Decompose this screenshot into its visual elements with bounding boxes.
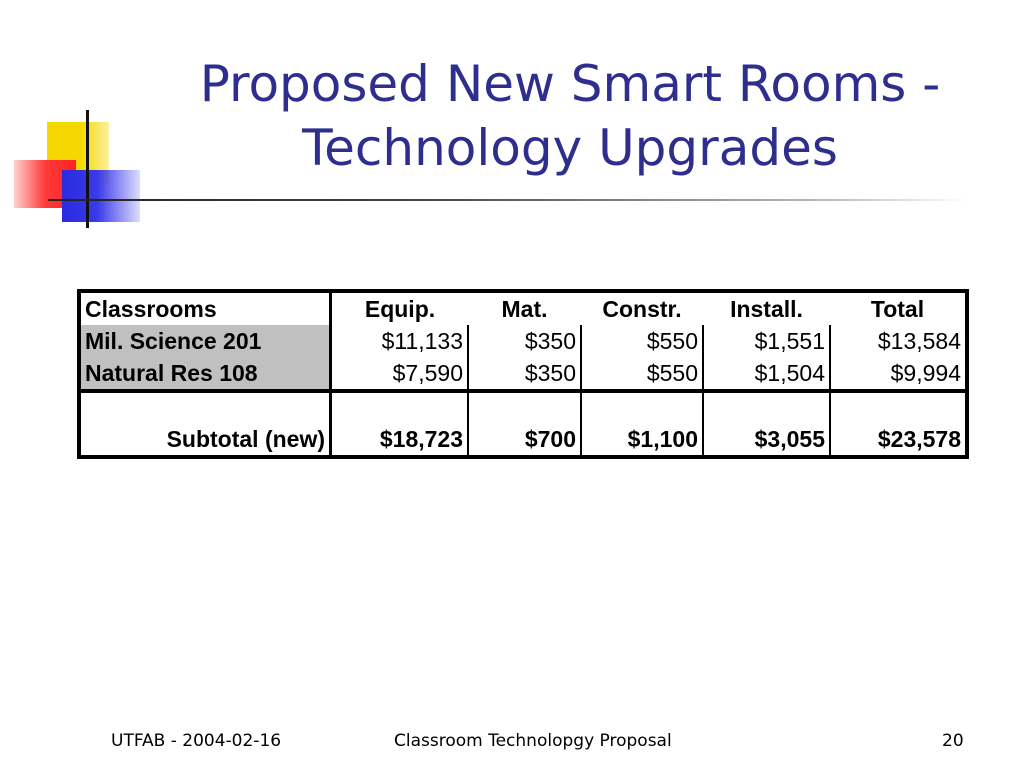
header-constr: Constr. — [602, 295, 682, 322]
row-equip-cost: $7,590 — [331, 357, 469, 391]
slide-title-line-2: Technology Upgrades — [302, 119, 838, 177]
slide-logo-graphic — [0, 0, 150, 240]
subtotal-install: $3,055 — [703, 423, 830, 457]
blue-square-decoration — [62, 170, 140, 222]
row-total-cost: $13,584 — [830, 325, 967, 357]
subtotal-row — [79, 423, 967, 457]
header-classrooms: Classrooms — [79, 291, 331, 325]
header-equip: Equip. — [364, 295, 436, 322]
spacer-cell — [830, 391, 967, 423]
subtotal-equip: $18,723 — [331, 423, 469, 457]
spacer-cell — [703, 391, 830, 423]
footer-date: UTFAB - 2004-02-16 — [111, 731, 282, 751]
table-spacer-row — [79, 391, 967, 423]
header-mat: Mat. — [501, 295, 548, 322]
row-install-cost: $1,504 — [703, 357, 830, 391]
row-install-cost: $1,551 — [703, 325, 830, 357]
spacer-cell — [79, 391, 331, 423]
row-equip-cost: $11,133 — [331, 325, 469, 357]
subtotal-mat: $700 — [468, 423, 581, 457]
table-header-row — [79, 291, 967, 325]
spacer-cell — [331, 391, 469, 423]
row-total-cost: $9,994 — [830, 357, 967, 391]
footer-title: Classroom Technolopgy Proposal — [394, 731, 672, 751]
header-install: Install. — [730, 295, 803, 322]
table-row — [79, 357, 967, 391]
row-constr-cost: $550 — [581, 325, 703, 357]
footer-page-number: 20 — [942, 731, 964, 751]
cost-table — [77, 289, 969, 459]
row-constr-cost: $550 — [581, 357, 703, 391]
row-classroom-name: Mil. Science 201 — [79, 325, 331, 357]
spacer-cell — [581, 391, 703, 423]
slide-title — [140, 52, 1000, 180]
subtotal-label: Subtotal (new) — [79, 423, 331, 457]
vertical-rule-decoration — [86, 110, 89, 228]
header-total: Total — [870, 295, 925, 322]
row-mat-cost: $350 — [468, 357, 581, 391]
title-underline-rule — [48, 199, 968, 201]
row-mat-cost: $350 — [468, 325, 581, 357]
row-classroom-name: Natural Res 108 — [79, 357, 331, 391]
spacer-cell — [468, 391, 581, 423]
table-row — [79, 325, 967, 357]
subtotal-total: $23,578 — [830, 423, 967, 457]
slide-title-line-1: Proposed New Smart Rooms - — [199, 55, 941, 113]
subtotal-constr: $1,100 — [581, 423, 703, 457]
